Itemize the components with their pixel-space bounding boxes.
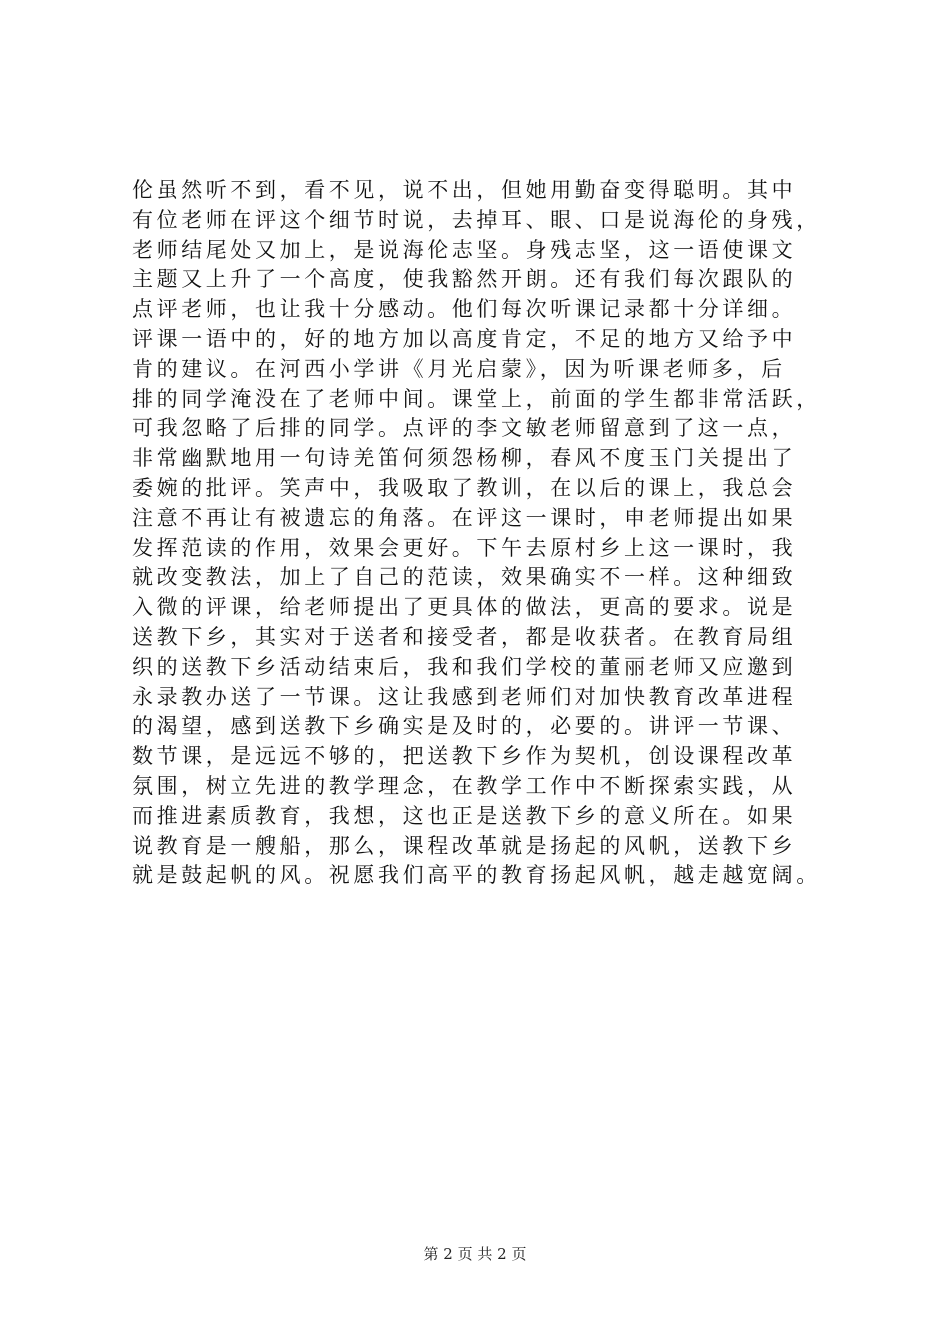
page-number-footer: 第 2 页 共 2 页 — [423, 1245, 527, 1263]
text-line: 评课一语中的，好的地方加以高度肯定，不足的地方又给予中 — [132, 326, 797, 351]
text-line: 织的送教下乡活动结束后，我和我们学校的董丽老师又应邀到 — [132, 654, 797, 679]
text-line: 肯的建议。在河西小学讲《月光启蒙》，因为听课老师多，后 — [132, 356, 786, 381]
text-line: 可我忽略了后排的同学。点评的李文敏老师留意到了这一点， — [132, 416, 797, 441]
text-line: 伦虽然听不到，看不见，说不出，但她用勤奋变得聪明。其中 — [132, 178, 797, 202]
text-line: 入微的评课，给老师提出了更具体的做法，更高的要求。说是 — [132, 595, 797, 620]
text-line: 排的同学淹没在了老师中间。课堂上，前面的学生都非常活跃， — [132, 386, 821, 411]
text-line: 的渴望，感到送教下乡确实是及时的，必要的。讲评一节课、 — [132, 714, 797, 739]
text-line: 点评老师，也让我十分感动。他们每次听课记录都十分详细。 — [132, 297, 797, 322]
text-line: 而推进素质教育，我想，这也正是送教下乡的意义所在。如果 — [132, 803, 797, 828]
text-line: 非常幽默地用一句诗羌笛何须怨杨柳，春风不度玉门关提出了 — [132, 446, 797, 471]
text-line: 氛围，树立先进的教学理念，在教学工作中不断探索实践，从 — [132, 773, 797, 798]
text-line: 送教下乡，其实对于送者和接受者，都是收获者。在教育局组 — [132, 624, 797, 649]
text-line: 数节课，是远远不够的，把送教下乡作为契机，创设课程改革 — [132, 744, 797, 769]
text-line: 就是鼓起帆的风。祝愿我们高平的教育扬起风帆，越走越宽阔。 — [132, 863, 821, 888]
text-line: 就改变教法，加上了自己的范读，效果确实不一样。这种细致 — [132, 565, 797, 590]
text-line: 委婉的批评。笑声中，我吸取了教训，在以后的课上，我总会 — [132, 475, 797, 500]
text-line: 发挥范读的作用，效果会更好。下午去原村乡上这一课时，我 — [132, 535, 797, 560]
text-line: 注意不再让有被遗忘的角落。在评这一课时，申老师提出如果 — [132, 505, 797, 530]
text-line: 老师结尾处又加上，是说海伦志坚。身残志坚，这一语使课文 — [132, 237, 797, 262]
text-line: 主题又上升了一个高度，使我豁然开朗。还有我们每次跟队的 — [132, 267, 797, 292]
body-text — [132, 176, 832, 891]
text-line: 永录教办送了一节课。这让我感到老师们对加快教育改革进程 — [132, 684, 797, 709]
text-line: 有位老师在评这个细节时说，去掉耳、眼、口是说海伦的身残， — [132, 207, 821, 232]
text-line: 说教育是一艘船，那么，课程改革就是扬起的风帆，送教下乡 — [132, 833, 797, 858]
